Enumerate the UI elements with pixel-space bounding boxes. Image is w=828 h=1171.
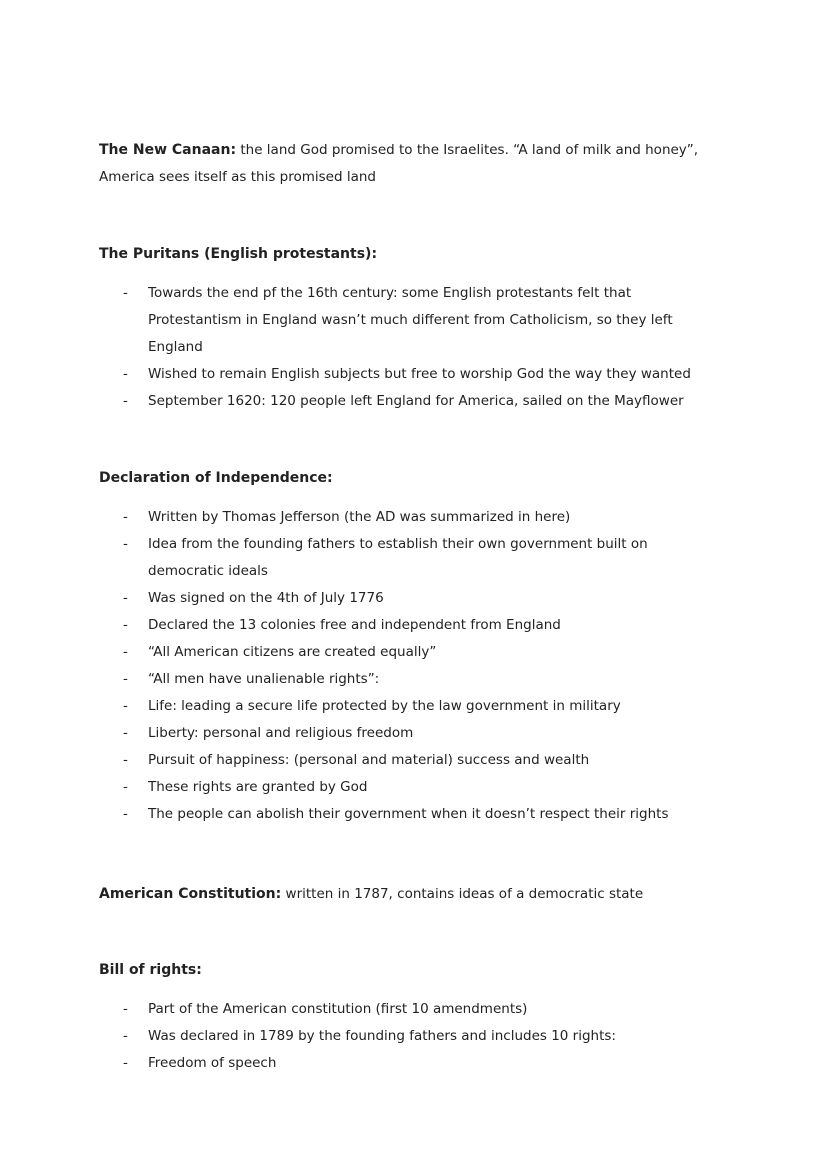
list-item [99, 639, 739, 666]
bullet-dash: - [123, 590, 128, 606]
bullet-dash: - [123, 671, 128, 687]
list-item [99, 504, 739, 531]
canaan-paragraph [99, 137, 739, 164]
puritans-list [99, 280, 739, 415]
list-item [99, 666, 739, 693]
list-item-line: Written by Thomas Jefferson (the AD was summarized in here) [148, 509, 571, 525]
list-item-line: Freedom of speech [148, 1055, 277, 1071]
bullet-dash: - [123, 644, 128, 660]
list-item-line: Was signed on the 4th of July 1776 [148, 590, 384, 606]
bullet-dash: - [123, 779, 128, 795]
constitution-heading: American Constitution: [99, 886, 282, 902]
bullet-dash: - [123, 536, 128, 552]
canaan-line-2: America sees itself as this promised land [99, 169, 376, 185]
bullet-dash: - [123, 617, 128, 633]
list-item-line: Liberty: personal and religious freedom [148, 725, 414, 741]
bullet-dash: - [123, 285, 128, 301]
list-item [99, 1023, 739, 1050]
section-new-canaan [99, 137, 739, 191]
list-item-line: Protestantism in England wasn’t much different from Catholicism, so they left [148, 312, 673, 328]
section-constitution [99, 881, 739, 908]
list-item-line: Wished to remain English subjects but free to worship God the way they wanted [148, 366, 691, 382]
list-item-line: Part of the American constitution (first 10 amendments) [148, 1001, 528, 1017]
list-item [99, 612, 739, 639]
canaan-text: the land God promised to the Israelites. “A land of milk and honey”, [236, 142, 699, 158]
list-item-line: September 1620: 120 people left England for America, sailed on the Mayflower [148, 393, 684, 409]
bullet-dash: - [123, 366, 128, 382]
list-item-line: Towards the end pf the 16th century: some English protestants felt that [148, 285, 632, 301]
bullet-dash: - [123, 752, 128, 768]
bullet-dash: - [123, 509, 128, 525]
list-item-line: “All men have unalienable rights”: [148, 671, 380, 687]
declaration-heading: Declaration of Independence: [99, 470, 333, 486]
list-item [99, 585, 739, 612]
bullet-dash: - [123, 1028, 128, 1044]
list-item-line: Idea from the founding fathers to establish their own government built on [148, 536, 648, 552]
list-item-line: democratic ideals [148, 563, 268, 579]
constitution-paragraph [99, 881, 739, 908]
list-item-line: These rights are granted by God [148, 779, 368, 795]
puritans-heading: The Puritans (English protestants): [99, 246, 378, 262]
declaration-list [99, 504, 739, 828]
section-declaration [99, 465, 739, 828]
list-item [99, 1050, 739, 1077]
list-item [99, 747, 739, 774]
list-item [99, 774, 739, 801]
list-item-line: Pursuit of happiness: (personal and material) success and wealth [148, 752, 590, 768]
list-item-line: England [148, 339, 203, 355]
bullet-dash: - [123, 393, 128, 409]
bill-heading: Bill of rights: [99, 962, 202, 978]
bullet-dash: - [123, 698, 128, 714]
list-item-line: Declared the 13 colonies free and independent from England [148, 617, 561, 633]
list-item [99, 996, 739, 1023]
list-item [99, 801, 739, 828]
bullet-dash: - [123, 806, 128, 822]
bullet-dash: - [123, 1055, 128, 1071]
bill-list [99, 996, 739, 1077]
bullet-dash: - [123, 725, 128, 741]
list-item-line: “All American citizens are created equally” [148, 644, 437, 660]
list-item [99, 693, 739, 720]
section-puritans [99, 241, 739, 415]
list-item [99, 388, 739, 415]
list-item-line: The people can abolish their government when it doesn’t respect their rights [148, 806, 669, 822]
canaan-heading: The New Canaan: [99, 142, 237, 158]
list-item [99, 361, 739, 388]
list-item-line: Was declared in 1789 by the founding fathers and includes 10 rights: [148, 1028, 616, 1044]
list-item [99, 280, 739, 361]
list-item [99, 531, 739, 585]
list-item-line: Life: leading a secure life protected by the law government in military [148, 698, 621, 714]
bullet-dash: - [123, 1001, 128, 1017]
list-item [99, 720, 739, 747]
constitution-text: written in 1787, contains ideas of a democratic state [281, 886, 644, 902]
section-bill-of-rights [99, 957, 739, 1077]
